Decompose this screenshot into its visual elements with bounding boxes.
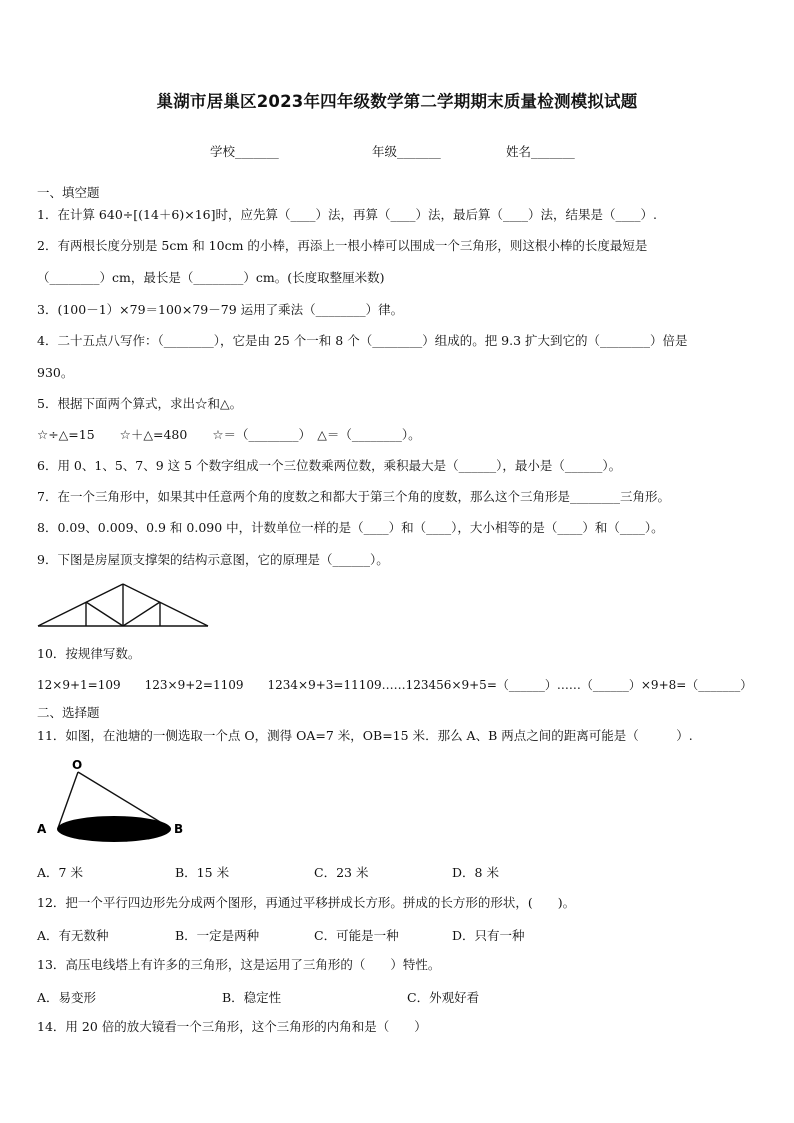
question-9: 9．下图是房屋顶支撑架的结构示意图，它的原理是（______）。 (37, 552, 389, 567)
question-4-line-2: 930。 (37, 365, 74, 380)
q11-option-d: D．8 米 (452, 865, 499, 880)
pond-figure (34, 756, 194, 848)
section-fill-blank: 一、填空题 (37, 185, 100, 200)
q11-option-c: C．23 米 (314, 865, 369, 880)
question-13: 13．高压电线塔上有许多的三角形，这是运用了三角形的（ ）特性。 (37, 957, 441, 972)
question-8: 8．0.09、0.009、0.9 和 0.090 中，计数单位一样的是（____）和（____），大小相等的是（____）和（____）。 (37, 520, 664, 535)
question-12: 12．把一个平行四边形先分成两个图形，再通过平移拼成长方形。拼成的长方形的形状，( )。 (37, 895, 576, 910)
section-choice: 二、选择题 (37, 705, 100, 720)
question-7: 7．在一个三角形中，如果其中任意两个角的度数之和都大于第三个角的度数，那么这个三角形是________三角形。 (37, 489, 670, 504)
point-b-label: B (174, 822, 184, 836)
roof-truss-figure (36, 582, 212, 630)
question-10: 10．按规律写数。 (37, 646, 141, 661)
question-1: 1．在计算 640÷[(14＋6)×16]时，应先算（____）法，再算（____）法，最后算（____）法，结果是（____）. (37, 207, 657, 222)
q12-option-b: B．一定是两种 (175, 928, 260, 943)
question-6: 6．用 0、1、5、7、9 这 5 个数字组成一个三位数乘两位数，乘积最大是（______），最小是（______）。 (37, 458, 622, 473)
q13-option-c: C．外观好看 (407, 990, 480, 1005)
page-title: 巢湖市居巢区2023年四年级数学第二学期期末质量检测模拟试题 (156, 92, 638, 111)
q11-option-a: A．7 米 (37, 865, 83, 880)
question-14: 14．用 20 倍的放大镜看一个三角形，这个三角形的内角和是（ ） (37, 1019, 427, 1034)
q12-option-d: D．只有一种 (452, 928, 525, 943)
q13-option-a: A．易变形 (37, 990, 97, 1005)
q12-option-a: A．有无数种 (37, 928, 109, 943)
question-3: 3．(100－1）×79＝100×79－79 运用了乘法（________）律。 (37, 302, 404, 317)
point-o-label: O (72, 758, 83, 772)
school-field: 学校_______ (210, 144, 279, 159)
question-10-sequence: 12×9+1=109 123×9+2=1109 1234×9+3=11109……123456×9+5=（______）……（______）×9+8=（_______） (37, 678, 753, 692)
question-4-line-1: 4．二十五点八写作：（________），它是由 25 个一和 8 个（________）组成的。把 9.3 扩大到它的（________）倍是 (37, 333, 688, 348)
question-11: 11．如图，在池塘的一侧选取一个点 O，测得 OA=7 米，OB=15 米．那么 A、B 两点之间的距离可能是（ ）. (37, 728, 693, 743)
grade-field: 年级_______ (372, 144, 441, 159)
question-2-line-2: （________）cm，最长是（________）cm。(长度取整厘米数) (37, 270, 385, 285)
name-field: 姓名_______ (506, 144, 575, 159)
point-a-label: A (37, 822, 47, 836)
q11-option-b: B．15 米 (175, 865, 230, 880)
question-5-equations: ☆÷△=15 ☆＋△=480 ☆＝（________） △＝（________）。 (37, 427, 421, 442)
question-2-line-1: 2．有两根长度分别是 5cm 和 10cm 的小棒，再添上一根小棒可以围成一个三角形，则这根小棒的长度最短是 (37, 238, 648, 253)
q12-option-c: C．可能是一种 (314, 928, 399, 943)
question-5: 5．根据下面两个算式，求出☆和△。 (37, 396, 243, 411)
q13-option-b: B．稳定性 (222, 990, 282, 1005)
